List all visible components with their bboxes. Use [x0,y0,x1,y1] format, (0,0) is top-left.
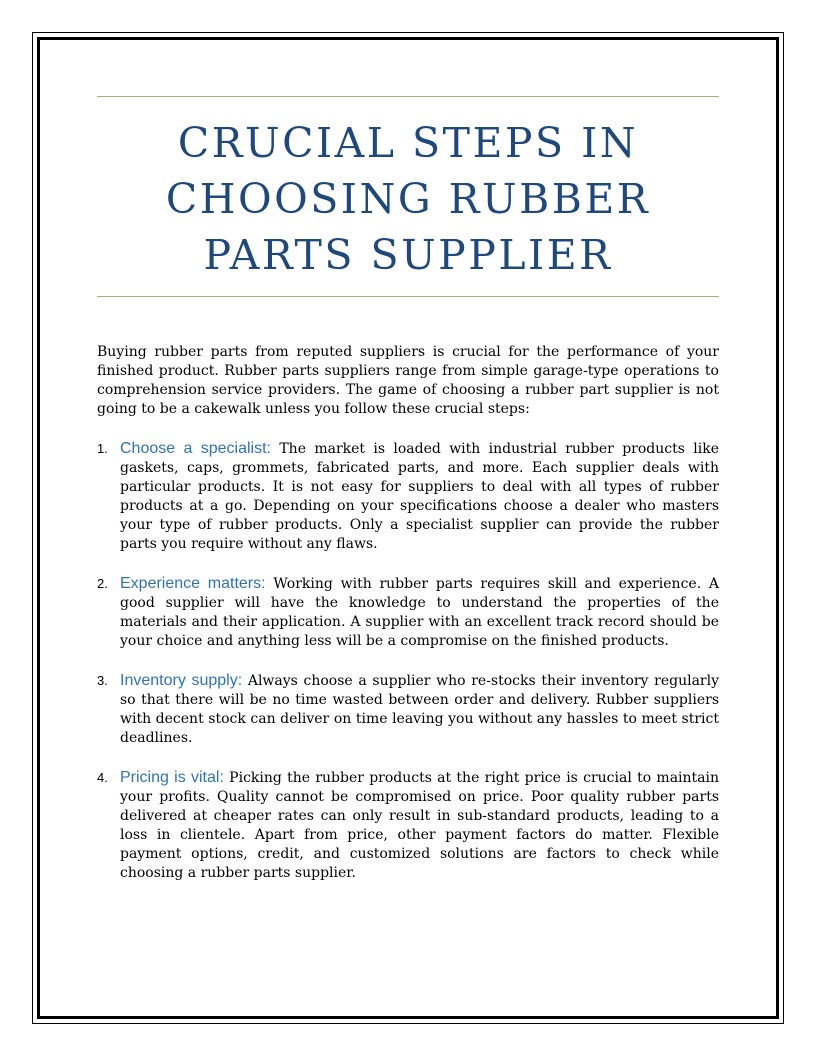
step-number: 2. [97,576,108,591]
step-heading: Pricing is vital: [120,769,224,786]
step-body: Working with rubber parts requires skill and experience. A good supplier will have the knowledge to understand the properties of the materials and their application. A supplier with an excellent track record should be your choice and anything less will be a compromise on the finished products. [120,576,720,649]
steps-list [97,439,719,883]
step-heading: Experience matters: [120,575,266,592]
title-rule-bottom [97,296,719,297]
step-item [97,768,719,883]
step-heading: Inventory supply: [120,672,243,689]
step-body: Always choose a supplier who re-stocks their inventory regularly so that there will be no time wasted between order and delivery. Rubber suppliers with decent stock can deliver on time leaving you without any hassles to meet strict deadlines. [120,673,719,746]
step-item [97,574,719,651]
step-number: 3. [97,673,108,688]
step-number: 1. [97,441,108,456]
step-heading: Choose a specialist: [120,440,271,457]
document-body [97,96,719,903]
step-number: 4. [97,770,108,785]
page-title: CRUCIAL STEPS IN CHOOSING RUBBER PARTS SUPPLIER [165,119,651,279]
step-item [97,671,719,748]
step-body: Picking the rubber products at the right price is crucial to maintain your profits. Quality cannot be compromised on price. Poor quality rubber parts delivered at cheaper rates can only result in sub-standard products, leading to a loss in clientele. Apart from price, other payment factors do matter. Flexible payment options, credit, and customized solutions are factors to check while choosing a rubber parts supplier. [120,770,720,881]
intro-paragraph: Buying rubber parts from reputed suppliers is crucial for the performance of your finished product. Rubber parts suppliers range from simple garage-type operations to comprehension service providers. The game of choosing a rubber part supplier is not going to be a cakewalk unless you follow these crucial steps: [97,344,719,417]
step-item [97,439,719,554]
step-body: The market is loaded with industrial rubber products like gaskets, caps, grommets, fabricated parts, and more. Each supplier deals with particular products. It is not easy for suppliers to deal with all types of rubber products at a go. Depending on your specifications choose a dealer who masters your type of rubber products. Only a specialist supplier can provide the rubber parts you require without any flaws. [120,441,720,552]
title-rule-top [97,96,719,97]
